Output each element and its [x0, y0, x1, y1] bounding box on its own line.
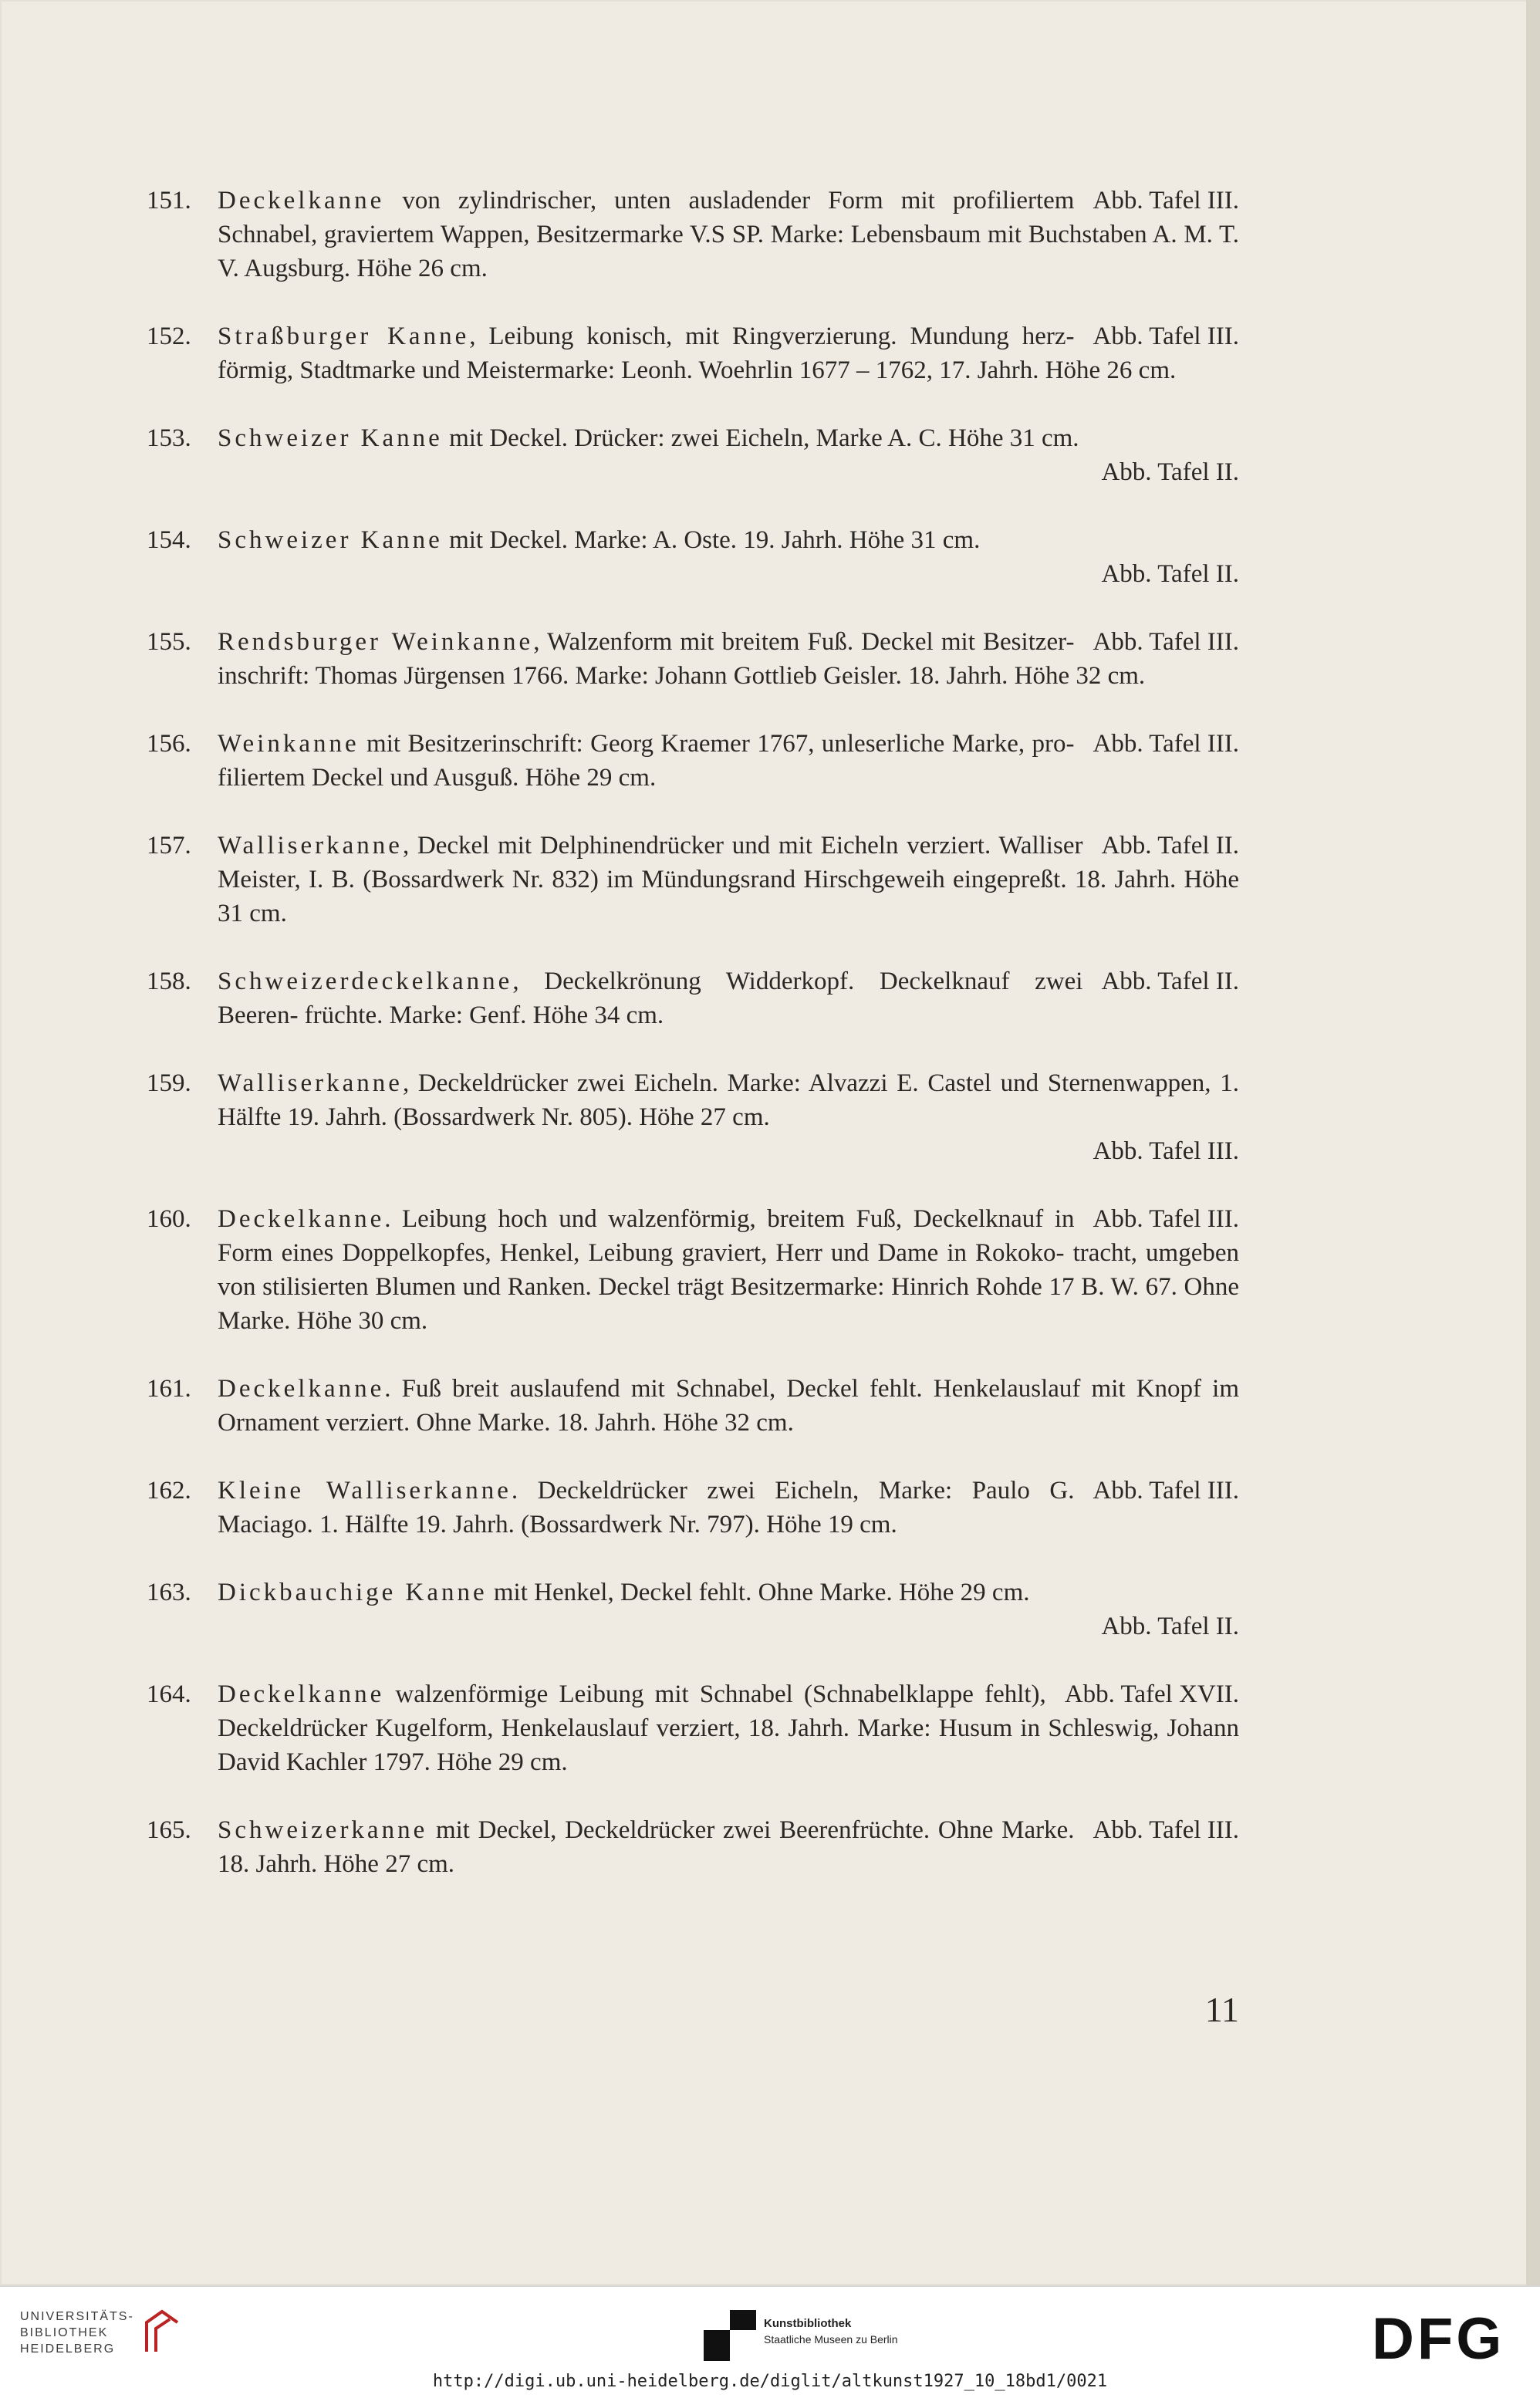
ub-emblem-icon: [139, 2307, 185, 2356]
catalog-entry: [147, 1677, 1239, 1779]
entry-description: mit Deckel. Drücker: zwei Eicheln, Marke A. C. Höhe 31 cm.: [442, 424, 1079, 452]
catalog-entry: [147, 1372, 1239, 1440]
entry-heading: Walliserkanne: [218, 832, 403, 860]
catalog-entry: [147, 1474, 1239, 1542]
catalog-entry: [147, 184, 1239, 285]
entry-number: 159.: [147, 1069, 191, 1097]
entry-number: 155.: [147, 628, 191, 656]
entry-heading: Schweizer Kanne: [218, 526, 443, 554]
entry-figure-ref: Abb. Tafel II.: [1101, 560, 1239, 588]
catalog-entry: [147, 1066, 1239, 1168]
entry-description: , Leibung konisch, mit Ringverzierung. Mundung herz- förmig, Stadtmarke und Meistermarke: Leonh. Woehrlin 1677 – 1762, 17. Jahrh. Höhe 26 cm.: [218, 323, 1177, 384]
permalink-url[interactable]: http://digi.ub.uni-heidelberg.de/diglit/altkunst1927_10_18bd1/0021: [432, 2372, 1108, 2391]
entry-heading: Deckelkanne: [218, 1375, 385, 1403]
entry-number: 152.: [147, 323, 191, 350]
entry-heading: Schweizerdeckelkanne: [218, 968, 513, 995]
catalog-entry: [147, 625, 1239, 693]
entry-figure-ref: Abb. Tafel II.: [1101, 458, 1239, 486]
entry-number: 158.: [147, 968, 191, 995]
entry-number: 151.: [147, 187, 191, 214]
entry-heading: Straßburger Kanne: [218, 323, 470, 350]
entry-heading: Schweizerkanne: [218, 1816, 428, 1844]
entry-number: 163.: [147, 1579, 191, 1606]
entry-figure-ref: Abb. Tafel III.: [1093, 187, 1239, 214]
entry-description: mit Besitzerinschrift: Georg Kraemer 1767, unleserliche Marke, pro- filiertem Deckel und Ausguß. Höhe 29 cm.: [218, 730, 1075, 792]
kunstbibliothek-subtitle: Staatliche Museen zu Berlin: [764, 2333, 898, 2346]
catalog-entry: [147, 829, 1239, 930]
catalog-entry: [147, 1202, 1239, 1338]
entry-figure-ref: Abb. Tafel III.: [1093, 1816, 1239, 1844]
ub-logo-line: HEIDELBERG: [20, 2342, 116, 2356]
entry-figure-ref: Abb. Tafel III.: [1093, 730, 1239, 758]
catalog-entry: [147, 319, 1239, 387]
entry-figure-ref: Abb. Tafel III.: [1093, 1137, 1239, 1165]
entry-heading: Weinkanne: [218, 730, 360, 758]
entry-number: 154.: [147, 526, 191, 554]
catalog-entries: [147, 184, 1239, 1915]
entry-number: 157.: [147, 832, 191, 860]
entry-figure-ref: Abb. Tafel III.: [1093, 1477, 1239, 1505]
entry-heading: Deckelkanne: [218, 187, 385, 214]
entry-description: mit Henkel, Deckel fehlt. Ohne Marke. Höhe 29 cm.: [487, 1579, 1030, 1606]
entry-heading: Deckelkanne: [218, 1680, 385, 1708]
page-number: 11: [1204, 1990, 1239, 2029]
entry-figure-ref: Abb. Tafel XVII.: [1064, 1680, 1239, 1708]
entry-figure-ref: Abb. Tafel III.: [1093, 628, 1239, 656]
entry-description: von zylindrischer, unten ausladender Form mit profiliertem Schnabel, graviertem Wappen, Besitzermarke V.S SP. Marke: Lebensbaum mit Buchstaben A. M. T. V. Augsburg. Höhe 26 cm.: [218, 187, 1239, 282]
dfg-logo[interactable]: DFG: [1372, 2306, 1505, 2372]
entry-description: , Deckel mit Delphinendrücker und mit Eicheln verziert. Walliser Meister, I. B. (Bossardwerk Nr. 832) im Mündungsrand Hirschgeweih eingepreßt. 18. Jahrh. Höhe 31 cm.: [218, 832, 1239, 927]
catalog-entry: [147, 1813, 1239, 1881]
entry-description: . Deckeldrücker zwei Eicheln, Marke: Paulo G. Maciago. 1. Hälfte 19. Jahrh. (Bossardwerk Nr. 797). Höhe 19 cm.: [218, 1477, 1075, 1538]
entry-number: 156.: [147, 730, 191, 758]
entry-number: 153.: [147, 424, 191, 452]
ub-logo-line: UNIVERSITÄTS-: [20, 2310, 134, 2323]
catalog-entry: [147, 523, 1239, 591]
entry-number: 164.: [147, 1680, 191, 1708]
ub-logo-line: BIBLIOTHEK: [20, 2326, 109, 2339]
ub-heidelberg-logo[interactable]: [20, 2308, 134, 2357]
entry-figure-ref: Abb. Tafel III.: [1093, 1205, 1239, 1233]
viewer-footer: [0, 2285, 1540, 2398]
catalog-entry: [147, 1576, 1239, 1643]
kunstbibliothek-emblem-icon: [704, 2310, 756, 2361]
entry-heading: Deckelkanne: [218, 1205, 385, 1233]
entry-heading: Schweizer Kanne: [218, 424, 443, 452]
entry-description: mit Deckel, Deckeldrücker zwei Beerenfrüchte. Ohne Marke. 18. Jahrh. Höhe 27 cm.: [218, 1816, 1075, 1878]
entry-figure-ref: Abb. Tafel II.: [1101, 1613, 1239, 1640]
entry-description: walzenförmige Leibung mit Schnabel (Schnabelklappe fehlt), Deckeldrücker Kugelform, Henkelauslauf verziert, 18. Jahrh. Marke: Husum in Schleswig, Johann David Kachler 1797. Höhe 29 cm.: [218, 1680, 1239, 1776]
entry-heading: Rendsburger Weinkanne: [218, 628, 534, 656]
entry-figure-ref: Abb. Tafel III.: [1093, 323, 1239, 350]
entry-description: , Deckeldrücker zwei Eicheln. Marke: Alvazzi E. Castel und Sternenwappen, 1. Hälfte 19. Jahrh. (Bossardwerk Nr. 805). Höhe 27 cm.: [218, 1069, 1239, 1131]
entry-heading: Kleine Walliserkanne: [218, 1477, 512, 1505]
catalog-entry: [147, 964, 1239, 1032]
entry-number: 162.: [147, 1477, 191, 1505]
entry-description: , Walzenform mit breitem Fuß. Deckel mit Besitzer- inschrift: Thomas Jürgensen 1766. Marke: Johann Gottlieb Geisler. 18. Jahrh. Höhe 32 cm.: [218, 628, 1146, 690]
entry-number: 165.: [147, 1816, 191, 1844]
entry-description: mit Deckel. Marke: A. Oste. 19. Jahrh. Höhe 31 cm.: [442, 526, 981, 554]
kunstbibliothek-title: Kunstbibliothek: [764, 2317, 852, 2330]
entry-number: 160.: [147, 1205, 191, 1233]
catalog-entry: [147, 727, 1239, 795]
catalog-entry: [147, 421, 1239, 489]
page-edge: [1526, 0, 1540, 2285]
entry-figure-ref: Abb. Tafel II.: [1101, 832, 1239, 860]
entry-description: . Fuß breit auslaufend mit Schnabel, Deckel fehlt. Henkelauslauf mit Knopf im Ornament verziert. Ohne Marke. 18. Jahrh. Höhe 32 cm.: [218, 1375, 1239, 1437]
entry-heading: Walliserkanne: [218, 1069, 403, 1097]
entry-description: . Leibung hoch und walzenförmig, breitem Fuß, Deckelknauf in Form eines Doppelkopfes, Henkel, Leibung graviert, Herr und Dame in Rokoko- tracht, umgeben von stilisierten Blumen und Ranken. Deckel trägt Besitzermarke: Hinrich Rohde 17 B. W. 67. Ohne Marke. Höhe 30 cm.: [218, 1205, 1239, 1335]
entry-figure-ref: Abb. Tafel II.: [1101, 968, 1239, 995]
entry-number: 161.: [147, 1375, 191, 1403]
entry-description: , Deckelkrönung Widderkopf. Deckelknauf zwei Beeren- früchte. Marke: Genf. Höhe 34 cm.: [218, 968, 1083, 1029]
entry-heading: Dickbauchige Kanne: [218, 1579, 488, 1606]
